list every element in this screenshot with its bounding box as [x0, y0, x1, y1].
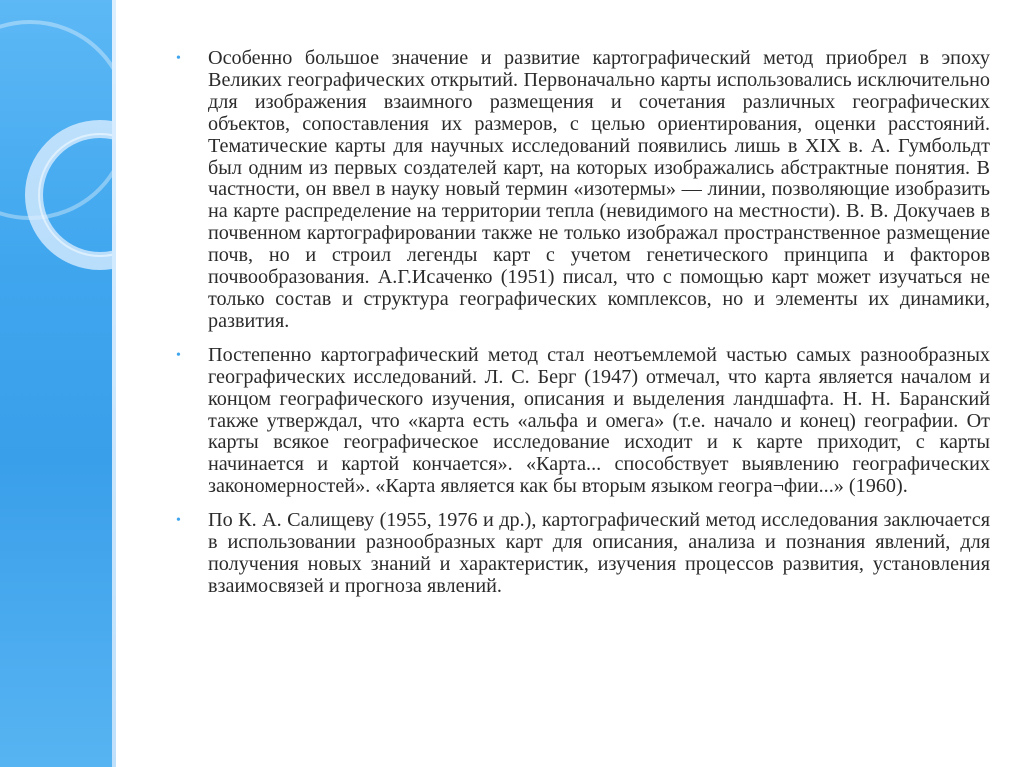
bullet-icon: • [176, 51, 181, 66]
bullet-paragraph [172, 48, 990, 333]
bullet-paragraph [172, 510, 990, 598]
slide-body [172, 48, 990, 610]
paragraph-text: По К. А. Салищеву (1955, 1976 и др.), картографический метод исследования заключается в использовании разнообразных карт для описания, анализа и познания явлений, для получения новых знаний и характеристик, изучения процессов развития, установления взаимосвязей и прогноза явлений. [208, 509, 990, 597]
decorative-side-panel [0, 0, 112, 767]
panel-edge-divider [112, 0, 116, 767]
bullet-paragraph [172, 345, 990, 498]
bullet-icon: • [176, 513, 181, 529]
bullet-icon: • [176, 347, 181, 363]
paragraph-text: Особенно большое значение и развитие картографический метод приобрел в эпоху Великих географических открытий. Первоначально карты использовались исключительно для изображения взаимного размещения и сочетания различных географических объектов, сопоставления их размеров, с целью ориентирования, оценки расстояний. Тематические карты для научных исследований появились лишь в XIX в. А. Гумбольдт был одним из первых создателей карт, на которых изображались абстрактные понятия. В частности, он ввел в науку новый термин «изотермы» — линии, позволяющие изобразить на карте распределение на территории тепла (невидимого на местности). В. В. Докучаев в почвенном картографировании также не только изображал пространственное размещение почв, но и строил легенды карт с учетом генетического принципа и факторов почвообразования. А.Г.Исаченко (1951) писал, что с помощью карт может изучаться не только состав и структура географических комплексов, но и элементы их динамики, развития. [208, 47, 990, 332]
paragraph-text: Постепенно картографический метод стал неотъемлемой частью самых разнообразных географических исследований. Л. С. Берг (1947) отмечал, что карта является началом и концом географического изучения, описания и выделения ландшафта. Н. Н. Баранский также утверждал, что «карта есть «альфа и омега» (т.е. начало и конец) географии. От карты всякое географическое исследование исходит и к карте приходит, с карты начинается и картой кончается». «Карта... способствует выявлению географических закономерностей». «Карта является как бы вторым языком геогра¬фии...» (1960). [208, 343, 990, 498]
